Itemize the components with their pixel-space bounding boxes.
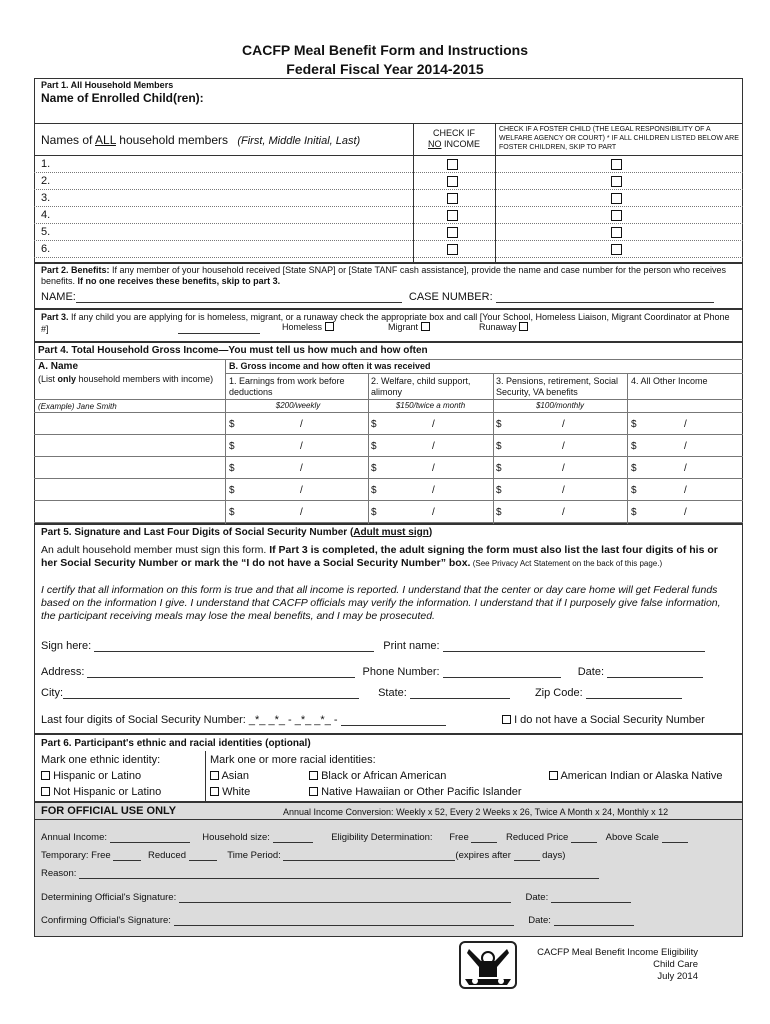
ethnic-option-not-hispanic[interactable]: Not Hispanic or Latino	[41, 786, 161, 798]
household-member-number: 4.	[41, 209, 51, 221]
frequency-slash: /	[562, 419, 565, 430]
no-income-checkbox[interactable]	[447, 227, 458, 238]
no-income-checkbox[interactable]	[447, 210, 458, 221]
example-name: (Example) Jane Smith	[38, 402, 117, 411]
case-number-field[interactable]	[496, 291, 714, 303]
ethnic-label: Mark one ethnic identity:	[41, 754, 161, 766]
foster-child-checkbox[interactable]	[611, 159, 622, 170]
income-member-name-field[interactable]	[36, 413, 222, 433]
income-col-2: 2. Welfare, child support, alimony	[371, 376, 471, 397]
part4-label: Part 4. Total Household Gross Income—You must tell us how much and how often	[38, 345, 428, 356]
col-b-title: B. Gross income and how often it was received	[229, 361, 431, 371]
frequency-slash: /	[432, 485, 435, 496]
form-title: CACFP Meal Benefit Form and Instructions	[242, 42, 528, 58]
city-field[interactable]	[63, 687, 359, 699]
american-indian-checkbox[interactable]	[549, 771, 558, 780]
no-income-checkbox[interactable]	[447, 176, 458, 187]
frequency-slash: /	[684, 463, 687, 474]
dollar-sign: $	[229, 441, 235, 452]
income-member-name-field[interactable]	[36, 479, 222, 499]
frequency-slash: /	[562, 441, 565, 452]
dollar-sign: $	[229, 419, 235, 430]
pacific-islander-checkbox[interactable]	[309, 787, 318, 796]
part5-label: Part 5. Signature and Last Four Digits of Social Security Number (Adult must sign)	[41, 527, 433, 538]
dollar-sign: $	[229, 507, 235, 518]
phone-field[interactable]	[443, 666, 561, 678]
runaway-checkbox[interactable]	[519, 322, 528, 331]
example-value-1: $200/weekly	[275, 401, 321, 410]
footer-text: CACFP Meal Benefit Income Eligibility Child Care July 2014	[537, 947, 698, 982]
dollar-sign: $	[631, 463, 637, 474]
income-conversion-note: Annual Income Conversion: Weekly x 52, Every 2 Weeks x 26, Twice A Month x 24, Monthly x 12	[283, 807, 669, 817]
zip-field[interactable]	[586, 687, 682, 699]
state-field[interactable]	[410, 687, 510, 699]
dollar-sign: $	[631, 441, 637, 452]
part3-instructions: Part 3. If any child you are applying for is homeless, migrant, or a runaway check the appropriate box and call [Your School, Homeless Liaison, Migrant Coordinator at Phone #]	[41, 312, 730, 334]
household-names-header: Names of ALL household members (First, Middle Initial, Last)	[41, 133, 361, 147]
frequency-slash: /	[684, 419, 687, 430]
white-checkbox[interactable]	[210, 787, 219, 796]
frequency-slash: /	[300, 419, 303, 430]
dollar-sign: $	[631, 485, 637, 496]
coordinator-phone-line	[178, 322, 260, 334]
frequency-slash: /	[562, 463, 565, 474]
dollar-sign: $	[496, 507, 502, 518]
household-member-name-field[interactable]	[60, 207, 410, 223]
race-option-american-indian[interactable]: American Indian or Alaska Native	[549, 770, 722, 782]
frequency-slash: /	[562, 485, 565, 496]
racial-label: Mark one or more racial identities:	[210, 754, 376, 766]
foster-child-checkbox[interactable]	[611, 193, 622, 204]
no-ssn-checkbox[interactable]	[502, 715, 511, 724]
form-subtitle: Federal Fiscal Year 2014-2015	[286, 61, 484, 77]
official-row-1: Annual Income: Household size: Eligibility Determination: Free Reduced Price Above Scale	[41, 831, 688, 843]
frequency-slash: /	[300, 507, 303, 518]
dollar-sign: $	[496, 441, 502, 452]
frequency-slash: /	[432, 441, 435, 452]
dollar-sign: $	[371, 507, 377, 518]
household-member-number: 2.	[41, 175, 51, 187]
official-use-label: FOR OFFICIAL USE ONLY	[41, 805, 177, 817]
official-row-5: Confirming Official's Signature: Date:	[41, 914, 634, 926]
income-member-name-field[interactable]	[36, 501, 222, 521]
part1-label: Part 1. All Household Members	[41, 80, 174, 90]
dollar-sign: $	[631, 419, 637, 430]
household-member-name-field[interactable]	[60, 224, 410, 240]
sign-here-row: Sign here: Print name:	[41, 640, 705, 652]
frequency-slash: /	[300, 463, 303, 474]
foster-child-checkbox[interactable]	[611, 210, 622, 221]
official-row-3: Reason:	[41, 867, 599, 879]
frequency-slash: /	[684, 485, 687, 496]
address-field[interactable]	[87, 666, 355, 678]
black-checkbox[interactable]	[309, 771, 318, 780]
ssn-row: Last four digits of Social Security Number: _*_ _*_ - _*_ _*_ -	[41, 714, 446, 726]
income-member-name-field[interactable]	[36, 435, 222, 455]
household-member-number: 5.	[41, 226, 51, 238]
official-row-4: Determining Official's Signature: Date:	[41, 891, 631, 903]
runaway-option[interactable]: Runaway	[479, 322, 528, 332]
foster-child-header: CHECK IF A FOSTER CHILD (THE LEGAL RESPONSIBILITY OF A WELFARE AGENCY OR COURT) * IF ALL CHILDREN LISTED BELOW ARE FOSTER CHILDREN, SKIP TO PART	[499, 126, 739, 151]
dollar-sign: $	[229, 463, 235, 474]
example-value-3: $100/monthly	[535, 401, 585, 410]
income-member-name-field[interactable]	[36, 457, 222, 477]
col-a-title: A. Name	[38, 361, 79, 372]
part6-label: Part 6. Participant's ethnic and racial identities (optional)	[41, 738, 311, 749]
homeless-checkbox[interactable]	[325, 322, 334, 331]
household-member-number: 6.	[41, 243, 51, 255]
race-option-asian[interactable]: Asian	[210, 770, 249, 782]
household-member-name-field[interactable]	[60, 190, 410, 206]
frequency-slash: /	[432, 463, 435, 474]
asian-checkbox[interactable]	[210, 771, 219, 780]
migrant-option[interactable]: Migrant	[388, 322, 430, 332]
dollar-sign: $	[631, 507, 637, 518]
race-option-pacific-islander[interactable]: Native Hawaiian or Other Pacific Islander	[309, 786, 522, 798]
income-col-3: 3. Pensions, retirement, Social Security, VA benefits	[496, 376, 619, 397]
dollar-sign: $	[371, 419, 377, 430]
frequency-slash: /	[432, 419, 435, 430]
household-member-name-field[interactable]	[60, 173, 410, 189]
signature-field[interactable]	[94, 640, 374, 652]
frequency-slash: /	[300, 441, 303, 452]
foster-child-checkbox[interactable]	[611, 227, 622, 238]
foster-child-checkbox[interactable]	[611, 176, 622, 187]
snap-name-field[interactable]	[76, 291, 402, 303]
dollar-sign: $	[229, 485, 235, 496]
address-row: Address: Phone Number: Date:	[41, 666, 703, 678]
dollar-sign: $	[496, 485, 502, 496]
ssn-field[interactable]	[341, 714, 446, 726]
household-member-number: 1.	[41, 158, 51, 170]
part2-name-row: NAME: CASE NUMBER:	[41, 291, 714, 303]
date-field[interactable]	[607, 666, 703, 678]
official-row-2: Temporary: Free Reduced Time Period: (expires after days)	[41, 850, 566, 861]
not-hispanic-checkbox[interactable]	[41, 787, 50, 796]
no-ssn-option[interactable]: I do not have a Social Security Number	[502, 714, 705, 726]
race-option-white[interactable]: White	[210, 786, 250, 798]
household-member-number: 3.	[41, 192, 51, 204]
household-member-name-field[interactable]	[60, 241, 410, 257]
example-value-2: $150/twice a month	[395, 401, 466, 410]
no-income-checkbox[interactable]	[447, 244, 458, 255]
frequency-slash: /	[684, 441, 687, 452]
foster-child-checkbox[interactable]	[611, 244, 622, 255]
frequency-slash: /	[300, 485, 303, 496]
income-col-4: 4. All Other Income	[631, 376, 708, 386]
homeless-option[interactable]: Homeless	[282, 322, 334, 332]
migrant-checkbox[interactable]	[421, 322, 430, 331]
col-a-subtitle: (List only household members with income)	[38, 374, 214, 384]
dollar-sign: $	[496, 419, 502, 430]
frequency-slash: /	[562, 507, 565, 518]
frequency-slash: /	[432, 507, 435, 518]
dollar-sign: $	[371, 485, 377, 496]
no-income-checkbox[interactable]	[447, 193, 458, 204]
enrolled-children-label: Name of Enrolled Child(ren):	[41, 91, 204, 105]
no-income-checkbox[interactable]	[447, 159, 458, 170]
part5-instructions: An adult household member must sign this form. If Part 3 is completed, the adult signing the form must also list the last four digits of his or her Social Security Number or mark the “I do not have a Social Security Number” box. (See Privacy Act Statement on the back of this page.)	[41, 544, 718, 569]
child-figure-logo-icon	[459, 941, 517, 989]
certification-statement: I certify that all information on this form is true and that all income is reported. I understand that the center or day care home will get Federal funds based on the information I give. I understand that CACFP officials may verify the information. I understand that if I purposely give false information, the participant receiving meals may lose the meal benefits, and I may be prosecuted.	[41, 584, 721, 622]
part2-instructions: Part 2. Benefits: If any member of your household received [State SNAP] or [State TANF cash assistance], provide the name and case number for the person who receives benefits. If no one receives these benefits, skip to part 3.	[41, 265, 727, 286]
dollar-sign: $	[371, 441, 377, 452]
dollar-sign: $	[371, 463, 377, 474]
ssn-mask: _*_ _*_ - _*_ _*_ -	[248, 714, 338, 726]
frequency-slash: /	[684, 507, 687, 518]
income-col-1: 1. Earnings from work before deductions	[229, 376, 345, 397]
hispanic-checkbox[interactable]	[41, 771, 50, 780]
print-name-field[interactable]	[443, 640, 705, 652]
dollar-sign: $	[496, 463, 502, 474]
ethnic-option-hispanic[interactable]: Hispanic or Latino	[41, 770, 141, 782]
city-row: City: State: Zip Code:	[41, 687, 682, 699]
race-option-black[interactable]: Black or African American	[309, 770, 446, 782]
no-income-header: CHECK IF NO INCOME	[427, 128, 480, 149]
household-member-name-field[interactable]	[60, 156, 410, 172]
